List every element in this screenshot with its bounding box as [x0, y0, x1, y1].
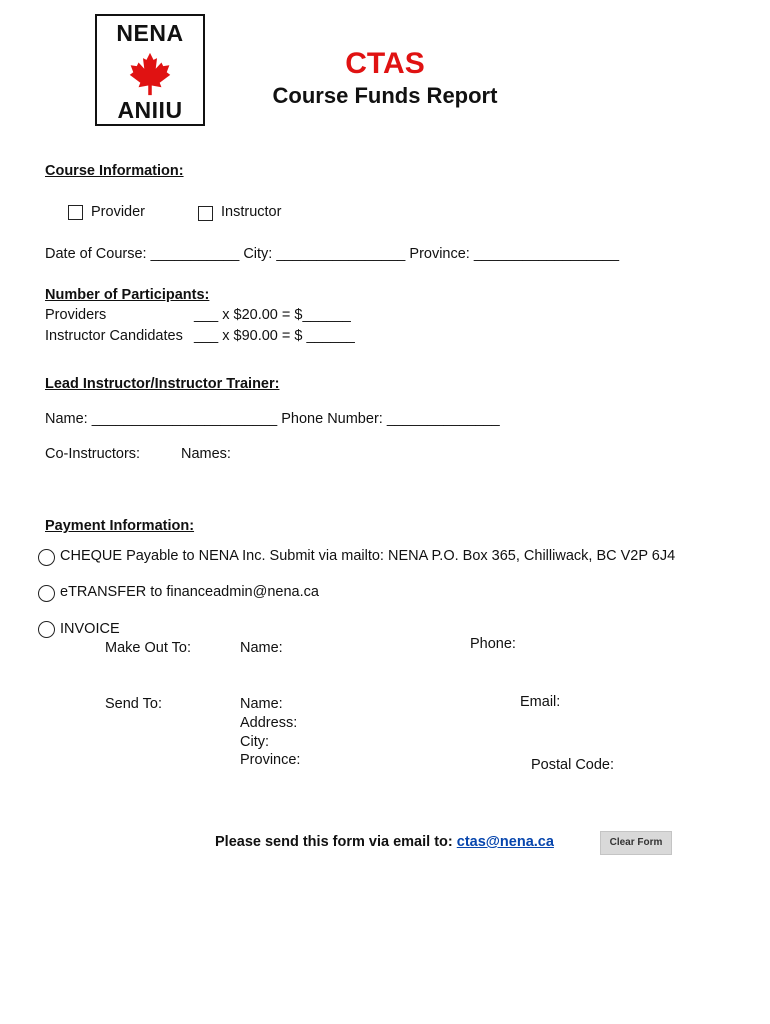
- page-title: CTAS: [345, 47, 425, 80]
- send-form-text: Please send this form via email to:: [215, 834, 457, 850]
- make-out-to-label: Make Out To:: [105, 640, 191, 656]
- cheque-label: CHEQUE Payable to NENA Inc. Submit via mailto: NENA P.O. Box 365, Chilliwack, BC V2P 6J4: [60, 548, 676, 564]
- page-subtitle: Course Funds Report: [272, 83, 498, 108]
- course-info-heading: Course Information:: [45, 163, 184, 179]
- city-label: City:: [240, 734, 269, 750]
- cheque-radio[interactable]: [38, 549, 55, 566]
- send-to-label: Send To:: [105, 696, 162, 712]
- payment-heading: Payment Information:: [45, 518, 195, 534]
- make-out-name-label: Name:: [240, 640, 283, 656]
- co-instructors-label: Co-Instructors:: [45, 446, 141, 462]
- instructor-checkbox[interactable]: [198, 206, 213, 221]
- course-details-line: Date of Course: ___________ City: ________________ Province: __________________: [45, 246, 620, 262]
- lead-instructor-heading: Lead Instructor/Instructor Trainer:: [45, 376, 280, 392]
- address-label: Address:: [240, 715, 298, 731]
- maple-leaf-icon: [128, 52, 172, 96]
- instructor-label: Instructor: [221, 204, 282, 220]
- phone-label: Phone:: [470, 636, 516, 652]
- providers-label: Providers: [45, 307, 107, 323]
- etransfer-label: eTRANSFER to financeadmin@nena.ca: [60, 584, 319, 600]
- provider-label: Provider: [91, 204, 145, 220]
- participants-heading: Number of Participants:: [45, 287, 210, 303]
- candidates-calculation: ___ x $90.00 = $ ______: [194, 328, 355, 344]
- email-label: Email:: [520, 694, 561, 710]
- provider-checkbox[interactable]: [68, 205, 83, 220]
- etransfer-radio[interactable]: [38, 585, 55, 602]
- lead-instructor-name-line: Name: _______________________ Phone Number: ______________: [45, 411, 500, 427]
- email-link[interactable]: ctas@nena.ca: [456, 834, 554, 850]
- providers-calculation: ___ x $20.00 = $______: [194, 307, 351, 323]
- invoice-radio[interactable]: [38, 621, 55, 638]
- clear-form-button[interactable]: Clear Form: [600, 831, 672, 855]
- nena-logo: [95, 14, 205, 126]
- logo-bottom-text: ANIIU: [117, 97, 183, 123]
- invoice-label: INVOICE: [60, 621, 120, 637]
- send-name-label: Name:: [240, 696, 283, 712]
- postal-code-label: Postal Code:: [531, 757, 615, 773]
- province-label: Province:: [240, 752, 301, 768]
- logo-top-text: NENA: [116, 20, 184, 46]
- candidates-label: Instructor Candidates: [45, 328, 183, 344]
- co-instructor-names-label: Names:: [181, 446, 231, 462]
- send-form-instruction: [215, 834, 554, 850]
